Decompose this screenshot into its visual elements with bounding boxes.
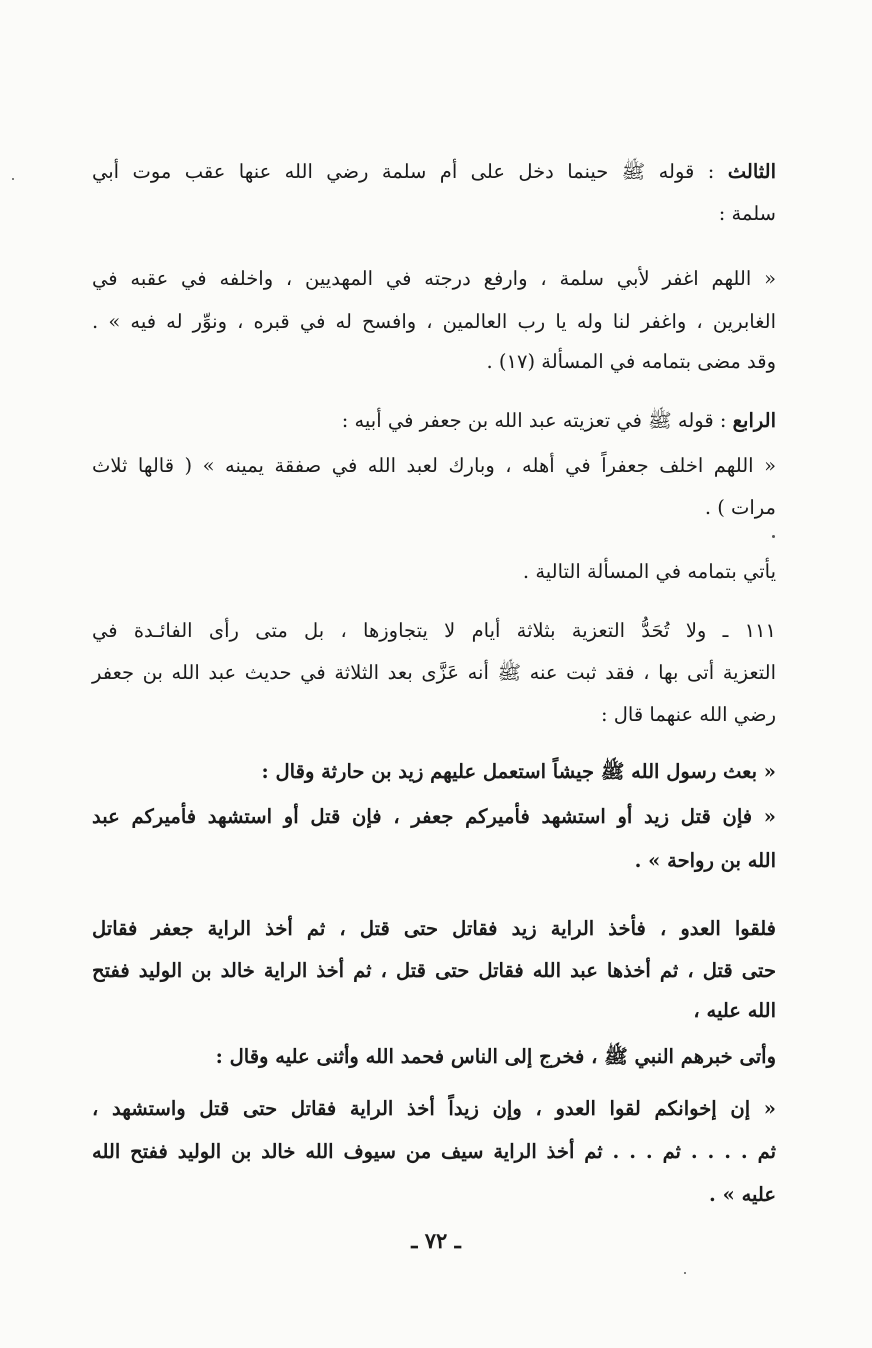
battle-line-3: الله عليه ، <box>693 999 776 1022</box>
fourth-reference: يأتي بتمامه في المسألة التالية . <box>522 560 776 583</box>
third-intro-line-2: سلمة : <box>718 202 776 225</box>
fourth-intro-line <box>342 406 776 436</box>
battle-line-2: حتى قتل ، ثم أخذها عبد الله فقاتل حتى قتل ، ثم أخذ الراية خالد بن الوليد ففتح <box>92 959 776 982</box>
speech-line-3: عليه » . <box>709 1183 776 1206</box>
third-reference: وقد مضى بتمامه في المسألة (١٧) . <box>486 350 776 373</box>
scan-speck <box>12 178 14 180</box>
fourth-label: الرابع <box>732 409 776 432</box>
third-dua-line-2: الغابرين ، واغفر لنا وله يا رب العالمين ، وافسح له في قبره ، ونوِّر له فيه » . <box>92 310 776 333</box>
third-intro-text: : قوله ﷺ حينما دخل على أم سلمة رضي الله عنها عقب موت أبي <box>92 160 715 183</box>
third-dua-line-1: « اللهم اغفر لأبي سلمة ، وارفع درجته في المهديين ، واخلفه في عقبه في <box>92 267 776 290</box>
battle-line-1: فلقوا العدو ، فأخذ الراية زيد فقاتل حتى قتل ، ثم أخذ الراية جعفر فقاتل <box>92 917 776 940</box>
fourth-dua-line-1: « اللهم اخلف جعفراً في أهله ، وبارك لعبد الله في صفقة يمينه » ( قالها ثلاث <box>92 454 776 477</box>
issue-111-line-1: ١١١ ـ ولا تُحَدُّ التعزية بثلاثة أيام لا يتجاوزها ، بل متى رأى الفائـدة في <box>92 619 776 642</box>
issue-111-line-2: التعزية أتى بها ، فقد ثبت عنه ﷺ أنه عَزَّى بعد الثلاثة في حديث عبد الله بن جعفر <box>92 661 776 684</box>
scan-speck <box>772 535 775 538</box>
third-intro-line-1 <box>92 157 776 187</box>
speech-line-2: ثم . . . . ثم . . . ثم أخذ الراية سيف من سيوف الله خالد بن الوليد ففتح الله <box>92 1140 776 1163</box>
scan-speck <box>684 1272 686 1274</box>
third-label: الثالث <box>727 160 777 183</box>
speech-line-1: « إن إخوانكم لقوا العدو ، وإن زيداً أخذ الراية فقاتل حتى قتل واستشهد ، <box>92 1097 776 1120</box>
fourth-dua-line-2: مرات ) . <box>704 496 776 519</box>
fourth-intro-text: : قوله ﷺ في تعزيته عبد الله بن جعفر في أبيه : <box>341 409 727 432</box>
issue-111-line-3: رضي الله عنهما قال : <box>600 703 776 726</box>
news-line: وأتى خبرهم النبي ﷺ ، فخرج إلى الناس فحمد الله وأثنى عليه وقال : <box>215 1045 776 1068</box>
hadith-line-3: الله بن رواحة » . <box>634 849 776 872</box>
page-number: ـ ٧٢ ـ <box>411 1228 461 1253</box>
hadith-line-1: « بعث رسول الله ﷺ جيشاً استعمل عليهم زيد بن حارثة وقال : <box>261 760 776 783</box>
hadith-line-2: « فإن قتل زيد أو استشهد فأميركم جعفر ، فإن قتل أو استشهد فأميركم عبد <box>92 805 776 828</box>
